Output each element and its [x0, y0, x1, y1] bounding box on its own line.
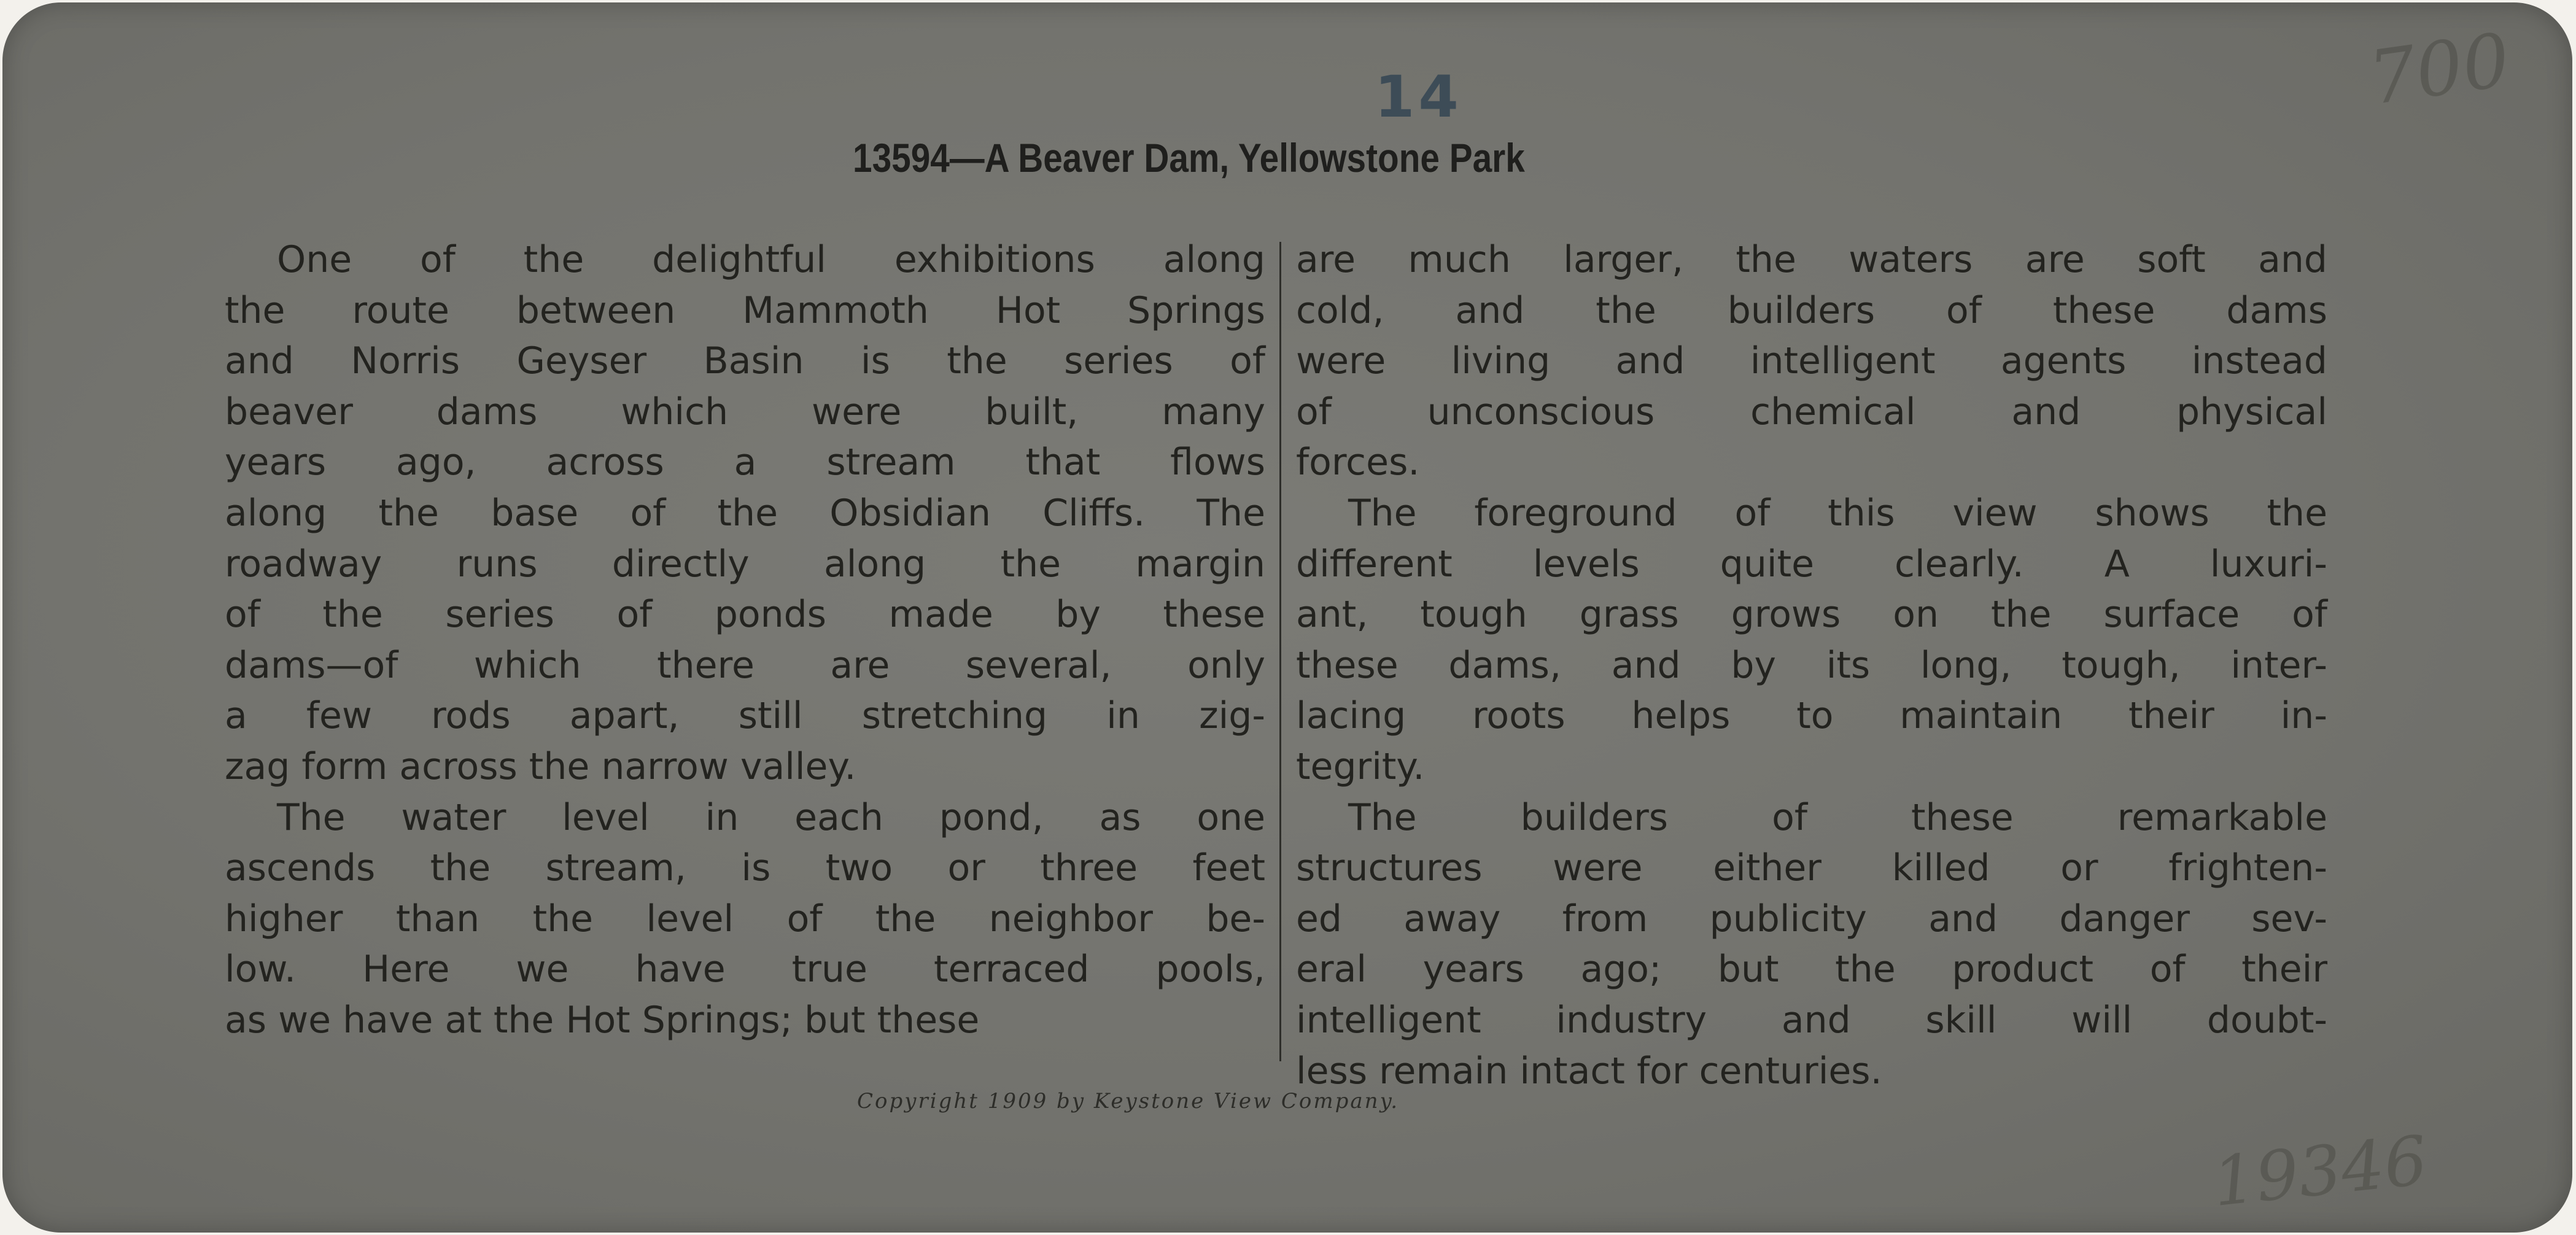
left-text-column — [225, 234, 1265, 1046]
card-number-stamp: 14 — [1375, 64, 1462, 131]
text-line: tegrity. — [1296, 745, 1425, 788]
text-line: intelligent industry and skill will doubt- — [1296, 998, 2327, 1042]
text-line: eral years ago; but the product of their — [1296, 948, 2327, 991]
text-line: forces. — [1296, 441, 1420, 484]
text-line: years ago, across a stream that flows — [225, 441, 1265, 484]
text-line: ascends the stream, is two or three feet — [225, 846, 1265, 890]
text-line: higher than the level of the neighbor be- — [225, 897, 1265, 940]
text-line: cold, and the builders of these dams — [1296, 288, 2327, 332]
text-line: as we have at the Hot Springs; but these — [225, 998, 980, 1042]
text-line: ed away from publicity and danger sev- — [1296, 897, 2327, 940]
text-line: structures were either killed or frighten- — [1296, 846, 2327, 890]
text-line: were living and intelligent agents instead — [1296, 339, 2327, 383]
handwritten-annotation-top: 700 — [2364, 17, 2515, 122]
handwritten-annotation-bottom: 19346 — [2209, 1121, 2431, 1221]
text-line: low. Here we have true terraced pools, — [225, 948, 1265, 991]
text-line: these dams, and by its long, tough, inter- — [1296, 643, 2327, 687]
text-line: ant, tough grass grows on the surface of — [1296, 593, 2327, 637]
text-line: One of the delightful exhibitions along — [277, 238, 1265, 281]
text-line: roadway runs directly along the margin — [225, 542, 1265, 586]
right-text-column — [1296, 234, 2327, 1096]
text-line: the route between Mammoth Hot Springs — [225, 288, 1265, 332]
text-line: of unconscious chemical and physical — [1296, 390, 2327, 433]
text-line: zag form across the narrow valley. — [225, 745, 856, 788]
text-line: and Norris Geyser Basin is the series of — [225, 339, 1265, 383]
text-line: along the base of the Obsidian Cliffs. The — [225, 491, 1265, 535]
text-line: different levels quite clearly. A luxuri- — [1296, 542, 2327, 586]
text-line: are much larger, the waters are soft and — [1296, 238, 2327, 281]
text-line: dams—of which there are several, only — [225, 643, 1265, 687]
text-line: The foreground of this view shows the — [1348, 491, 2327, 535]
text-line: a few rods apart, still stretching in zig- — [225, 694, 1265, 738]
stereoview-card-back — [2, 2, 2572, 1233]
text-line: of the series of ponds made by these — [225, 593, 1265, 637]
text-line: The water level in each pond, as one — [277, 796, 1265, 839]
column-divider — [1279, 242, 1281, 1061]
text-line: less remain intact for centuries. — [1296, 1049, 1882, 1093]
copyright-line: Copyright 1909 by Keystone View Company. — [857, 1089, 1400, 1113]
card-title: 13594—A Beaver Dam, Yellowstone Park — [853, 135, 1525, 180]
text-line: The builders of these remarkable — [1348, 796, 2327, 839]
text-line: lacing roots helps to maintain their in- — [1296, 694, 2327, 738]
text-line: beaver dams which were built, many — [225, 390, 1265, 433]
